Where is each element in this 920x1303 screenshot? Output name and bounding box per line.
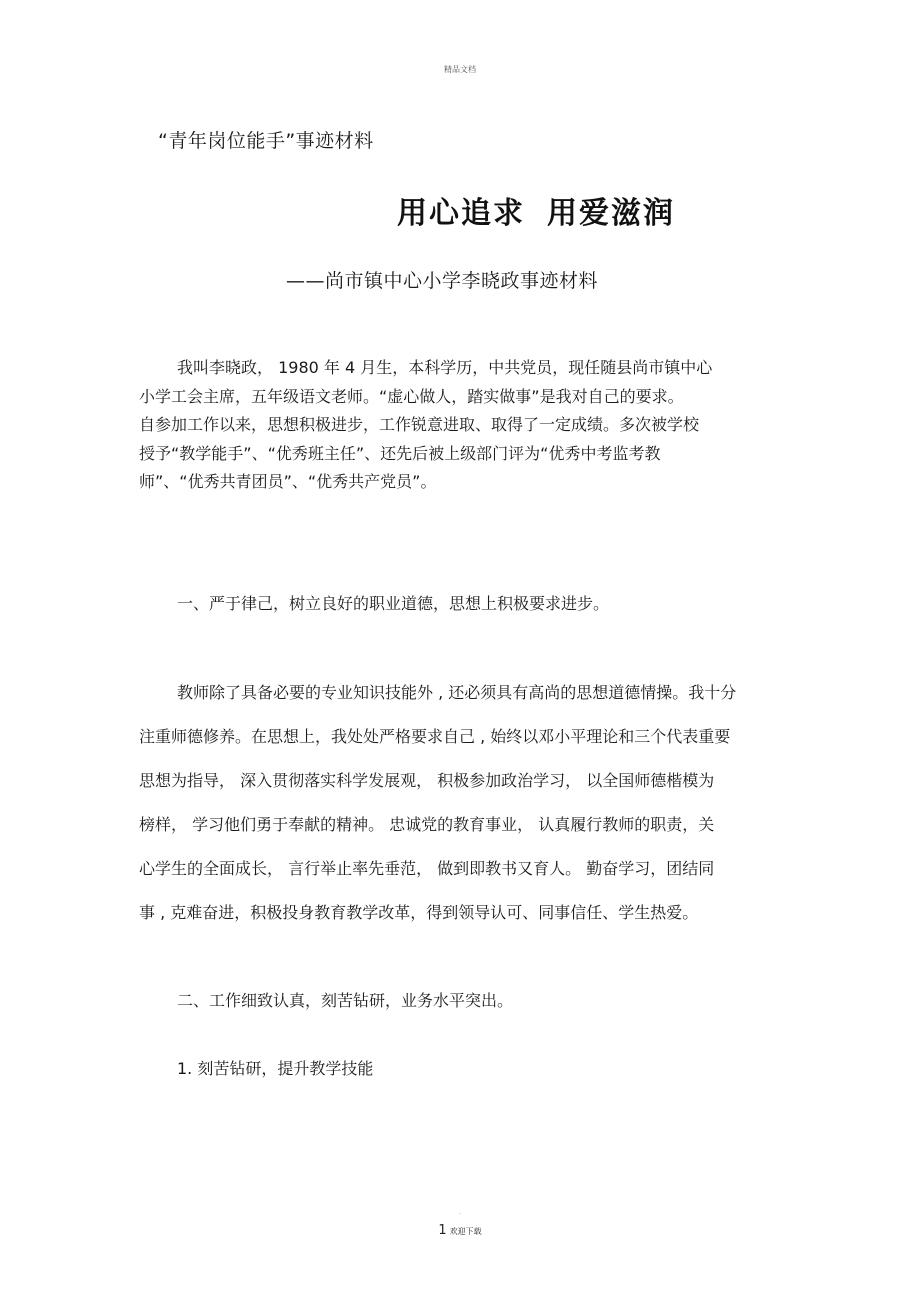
section-2-subheading: 1. 刻苦钻研，提升教学技能 bbox=[177, 1059, 374, 1078]
page-footer bbox=[0, 1219, 920, 1238]
main-title bbox=[397, 188, 675, 232]
title-part-2: 用爱滋润 bbox=[547, 196, 675, 231]
document-label: “青年岗位能手”事迹材料 bbox=[158, 130, 374, 152]
body-line: 事 , 克难奋进，积极投身教育教学改革，得到领导认可、同事信任、学生热爱。 bbox=[139, 903, 699, 922]
title-part-1: 用心追求 bbox=[397, 196, 525, 231]
header-watermark: 精品文档 bbox=[444, 65, 476, 74]
body-line: 心学生的全面成长， 言行举止率先垂范， 做到即教书又育人。 勤奋学习，团结同 bbox=[139, 859, 715, 878]
intro-line: 师”、“优秀共青团员”、“优秀共产党员”。 bbox=[139, 472, 437, 491]
intro-line: 自参加工作以来，思想积极进步，工作锐意进取、取得了一定成绩。多次被学校 bbox=[139, 415, 700, 434]
body-line: 注重师德修养。在思想上，我处处严格要求自己 , 始终以邓小平理论和三个代表重要 bbox=[139, 727, 731, 746]
subtitle: ——尚市镇中心小学李晓政事迹材料 bbox=[286, 270, 599, 292]
intro-line: 我叫李晓政， 1980 年 4 月生，本科学历，中共党员，现任随县尚市镇中心 bbox=[177, 358, 713, 377]
intro-line: 授予“教学能手”、“优秀班主任”、还先后被上级部门评为“优秀中考监考教 bbox=[139, 443, 661, 463]
page-number: 1 bbox=[438, 1223, 447, 1238]
intro-line: 小学工会主席，五年级语文老师。“虚心做人，踏实做事”是我对自己的要求。 bbox=[139, 386, 684, 406]
body-line: 教师除了具备必要的专业知识技能外 , 还必须具有高尚的思想道德情操。我十分 bbox=[177, 683, 737, 702]
footer-label: 欢迎下载 bbox=[449, 1227, 482, 1236]
body-line: 榜样， 学习他们勇于奉献的精神。 忠诚党的教育事业， 认真履行教师的职责，关 bbox=[139, 815, 715, 834]
section-2-heading: 二、工作细致认真，刻苦钻研，业务水平突出。 bbox=[177, 991, 514, 1010]
section-1-paragraph bbox=[139, 671, 799, 935]
intro-paragraph bbox=[139, 354, 799, 497]
section-1-heading: 一、严于律己，树立良好的职业道德，思想上积极要求进步。 bbox=[177, 594, 610, 613]
body-line: 思想为指导， 深入贯彻落实科学发展观， 积极参加政治学习， 以全国师德楷模为 bbox=[139, 771, 715, 790]
footer-dot: . bbox=[459, 1209, 461, 1216]
